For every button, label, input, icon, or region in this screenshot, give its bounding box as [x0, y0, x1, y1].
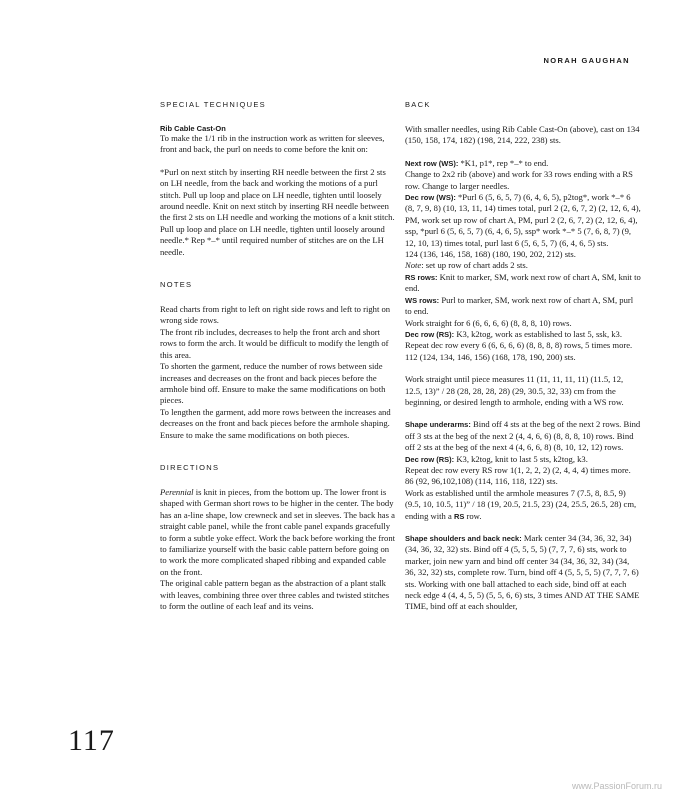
watermark-text: www.PassionForum.ru — [571, 781, 662, 791]
armhole-instruction — [405, 488, 641, 522]
dec-rs2-text: K3, k2tog, knit to last 5 sts, k2tog, k3. — [454, 453, 588, 464]
note-text: : set up row of chart adds 2 sts. — [421, 260, 528, 271]
notes-heading: NOTES — [160, 280, 193, 290]
armhole-text: Work as established until the armhole measures 7 (7.5, 8, 8.5, 9) (9.5, 10, 10.5, 11)” / 18 (19, 20.5, 21.5, 23) (24, 25.5, 26.5, 28) cm, ending with a — [405, 487, 637, 521]
stitch-count-3: 86 (92, 96,102,108) (114, 116, 118, 122) sts. — [405, 476, 558, 487]
stitch-count-2: 112 (124, 134, 146, 156) (168, 178, 190, 200) sts. — [405, 351, 576, 362]
shoulders-instruction — [405, 533, 641, 613]
dec-rs2-label: Dec row (RS): — [405, 454, 455, 464]
underarms-text: Bind off 4 sts at the beg of the next 2 rows. Bind off 3 sts at the beg of the next 2 (4, 4, 6, 6) (8, 8, 8, 10) rows. Bind off 2 sts at the beg of the next 4 (4, 6, 6, 8) (8, 10, 12, 12) rows. — [405, 419, 641, 453]
notes-paragraph-2: The front rib includes, decreases to help the front arch and short rows to form the arch. It would be difficult to modify the length of this area. — [160, 326, 389, 360]
dec-rs-instruction — [405, 329, 641, 340]
page-number: 117 — [68, 724, 115, 757]
shoulders-text: Mark center 34 (34, 36, 32, 34) (34, 36, 32, 32) sts. Bind off 4 (5, 5, 5, 5) (7, 7, 7, 6) sts, work to marker, join new yarn and bind off center 34 (34, 36, 32, 34) (34, 36, 32, 32) sts, complete row. Turn, bind off 4 (5, 5, 5, 5) (7, 7, 7, 6) sts. Working with one ball attached to each side, bind off at each neck edge 4 (4, 4, 5, 5) (5, 5, 6, 6) sts, 3 times AND AT THE SAME TIME, bind off at each shoulder, — [405, 533, 640, 612]
pattern-name: Perennial — [160, 486, 194, 497]
rs-rows-text: Knit to marker, SM, work next row of chart A, SM, knit to end. — [405, 271, 641, 294]
notes-paragraph-3: To shorten the garment, reduce the number of rows between side increases and decreases on the front and back pieces before the armhole bind off. Ensure to make the same modifications on both pieces. — [160, 361, 386, 406]
back-intro: With smaller needles, using Rib Cable Cast-On (above), cast on 134 (150, 158, 174, 182) (198, 214, 222, 238) sts. — [405, 124, 640, 146]
note-instruction — [405, 260, 641, 271]
left-column — [160, 100, 396, 612]
dec-ws-label: Dec row (WS): — [405, 193, 456, 203]
next-row-instruction — [405, 158, 641, 169]
work-straight-instruction: Work straight for 6 (6, 6, 6, 6) (8, 8, 8, 10) rows. — [405, 317, 572, 328]
shoulders-label: Shape shoulders and back neck: — [405, 534, 522, 543]
special-techniques-heading: SPECIAL TECHNIQUES — [160, 100, 266, 109]
next-row-label: Next row (WS): — [405, 158, 459, 168]
ws-rows-label: WS rows: — [405, 295, 440, 305]
dec-ws-text: *Purl 6 (5, 6, 5, 7) (6, 4, 6, 5), p2tog*, work *–* 6 (8, 7, 9, 8) (10, 13, 11, 14) times total, purl 2 (2, 6, 7, 2) (2, 12, 6, 4), PM, work set up row of chart A, PM, purl 2 (2, 6, 7, 2) (2, 12, 6, 4), ssp, *purl 6 (5, 6, 5, 7) (6, 4, 6, 5), ssp* work *–* 5 (7, 6, 8, 7) (9, 12, 10, 13) times total, purl last 6 (5, 6, 5, 7) (6, 4, 6, 5) sts. — [405, 192, 641, 248]
dec-rs-text: K3, k2tog, work as established to last 5, ssk, k3. — [454, 328, 622, 339]
rs-rows-label: RS rows: — [405, 272, 438, 282]
ws-rows-instruction — [405, 295, 641, 318]
next-row-text: *K1, p1*, rep *–* to end. — [458, 157, 549, 168]
back-heading: BACK — [405, 100, 431, 109]
running-header-author: NORAH GAUGHAN — [543, 56, 630, 65]
rs-rows-instruction — [405, 272, 641, 295]
directions-paragraph-1 — [160, 487, 396, 578]
stitch-count-1: 124 (136, 146, 158, 168) (180, 190, 202, 212) sts. — [405, 249, 576, 260]
dec-ws-instruction — [405, 192, 641, 249]
repeat-dec-instruction: Repeat dec row every 6 (6, 6, 6, 6) (8, 8, 8, 8) rows, 5 times more. — [405, 340, 633, 351]
directions-paragraph-1-text: is knit in pieces, from the bottom up. The lower front is shaped with German short rows to be higher in the center. The body has an a-line shape, low crewneck and set in sleeves. The back has a straight cable panel, while the front cable panel expands gracefully to form a subtle yoke effect. Work the back before working the front to familiarize yourself with the basic cable pattern before going on to work the more complicated shaped ribbing and expanded cable on the front. — [160, 486, 396, 577]
armhole-end: row. — [464, 510, 482, 521]
notes-paragraph-4: To lengthen the garment, add more rows between the increases and decreases on the front and back pieces before the armhole shaping. Ensure to make the same modifications on both pieces. — [160, 406, 391, 440]
dec-rs-label: Dec row (RS): — [405, 329, 455, 339]
change-needles-instruction: Change to 2x2 rib (above) and work for 33 rows ending with a RS row. Change to larger needles. — [405, 169, 633, 191]
dec-rs2-instruction — [405, 454, 641, 465]
right-column — [405, 100, 641, 613]
work-until-instruction: Work straight until piece measures 11 (11, 11, 11, 11) (11.5, 12, 12.5, 13)” / 28 (28, 28, 28, 28) (29, 30.5, 32, 33) cm from the beginning, or desired length to armhole, ending with a WS row. — [405, 374, 624, 407]
underarms-label: Shape underarms: — [405, 420, 471, 430]
directions-paragraph-2: The original cable pattern began as the abstraction of a plant stalk with leaves, combining three over three cables and twisted stitches to form the outline of each leaf and its veins. — [160, 578, 390, 611]
rib-steps-paragraph: *Purl on next stitch by inserting RH needle between the first 2 sts on LH needle, from the back and working the motions of a purl stitch. Pull up loop and place on LH needle, tighten until loosely around needle. Knit on next stitch by inserting RH needle between the first 2 sts on LH needle and working the motions of a knit stitch. Pull up loop and place on LH needle, tighten until loosely around needle.* Rep *–* until required number of stitches are on the LH needle. — [160, 166, 395, 257]
repeat-rs-instruction: Repeat dec row every RS row 1(1, 2, 2, 2) (2, 4, 4, 4) times more. — [405, 464, 631, 475]
directions-heading: DIRECTIONS — [160, 462, 220, 472]
note-label: Note — [405, 260, 422, 271]
notes-paragraph-1: Read charts from right to left on right side rows and left to right on wrong side rows. — [160, 304, 391, 326]
underarms-instruction — [405, 419, 641, 453]
rib-intro-paragraph: To make the 1/1 rib in the instruction work as written for sleeves, front and back, the purl on needs to come before the knit on: — [160, 133, 385, 155]
ws-rows-text: Purl to marker, SM, work next row of chart A, SM, purl to end. — [405, 294, 634, 317]
armhole-rs-label: RS — [453, 511, 465, 521]
rib-cable-cast-on-title: Rib Cable Cast-On — [160, 124, 226, 133]
